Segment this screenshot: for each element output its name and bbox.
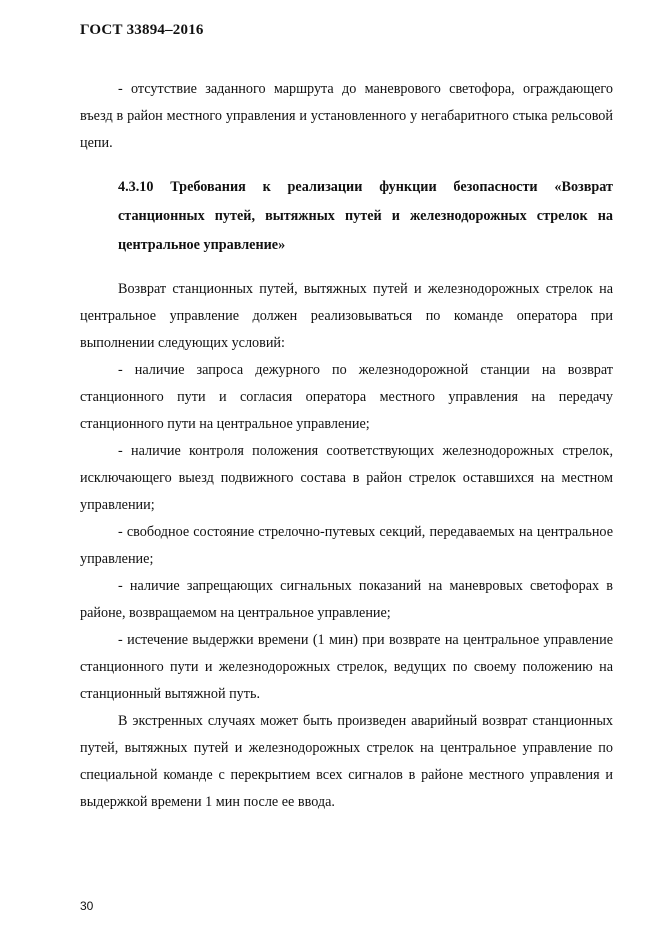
list-item-time-delay: - истечение выдержки времени (1 мин) при возврате на центральное управление станционного пути и железнодорожных стрелок, ведущих по своему положению на станционный вытяжной путь. xyxy=(80,632,613,702)
paragraph-route-absence: - отсутствие заданного маршрута до маневрового светофора, ограждающего въезд в район местного управления и установленного у негабаритного стыка рельсовой цепи. xyxy=(80,81,613,151)
list-item-switch-position-control: - наличие контроля положения соответствующих железнодорожных стрелок, исключающего выезд подвижного состава в район стрелок оставшихся на местном управлении; xyxy=(80,443,613,513)
page-body xyxy=(80,76,613,816)
list-item-request-and-consent: - наличие запроса дежурного по железнодорожной станции на возврат станционного пути и согласия оператора местного управления на передачу станционного пути на центральное управление; xyxy=(80,362,613,432)
paragraph-emergency-return: В экстренных случаях может быть произведен аварийный возврат станционных путей, вытяжных путей и железнодорожных стрелок на центральное управление по специальной команде с перекрытием всех сигналов в районе местного управления и выдержкой времени 1 мин после ее ввода. xyxy=(80,713,613,810)
document-header: ГОСТ 33894–2016 xyxy=(80,22,204,38)
paragraph-return-conditions-intro: Возврат станционных путей, вытяжных путей и железнодорожных стрелок на центральное управление должен реализовываться по команде оператора при выполнении следующих условий: xyxy=(80,281,613,351)
page-number: 30 xyxy=(80,899,94,913)
section-heading: 4.3.10 Требования к реализации функции безопасности «Возврат станционных путей, вытяжных путей и железнодорожных стрелок на центральное управление» xyxy=(118,179,613,253)
list-item-prohibiting-signals: - наличие запрещающих сигнальных показаний на маневровых светофорах в районе, возвращаемом на центральное управление; xyxy=(80,578,613,621)
list-item-free-sections: - свободное состояние стрелочно-путевых секций, передаваемых на центральное управление; xyxy=(80,524,613,567)
